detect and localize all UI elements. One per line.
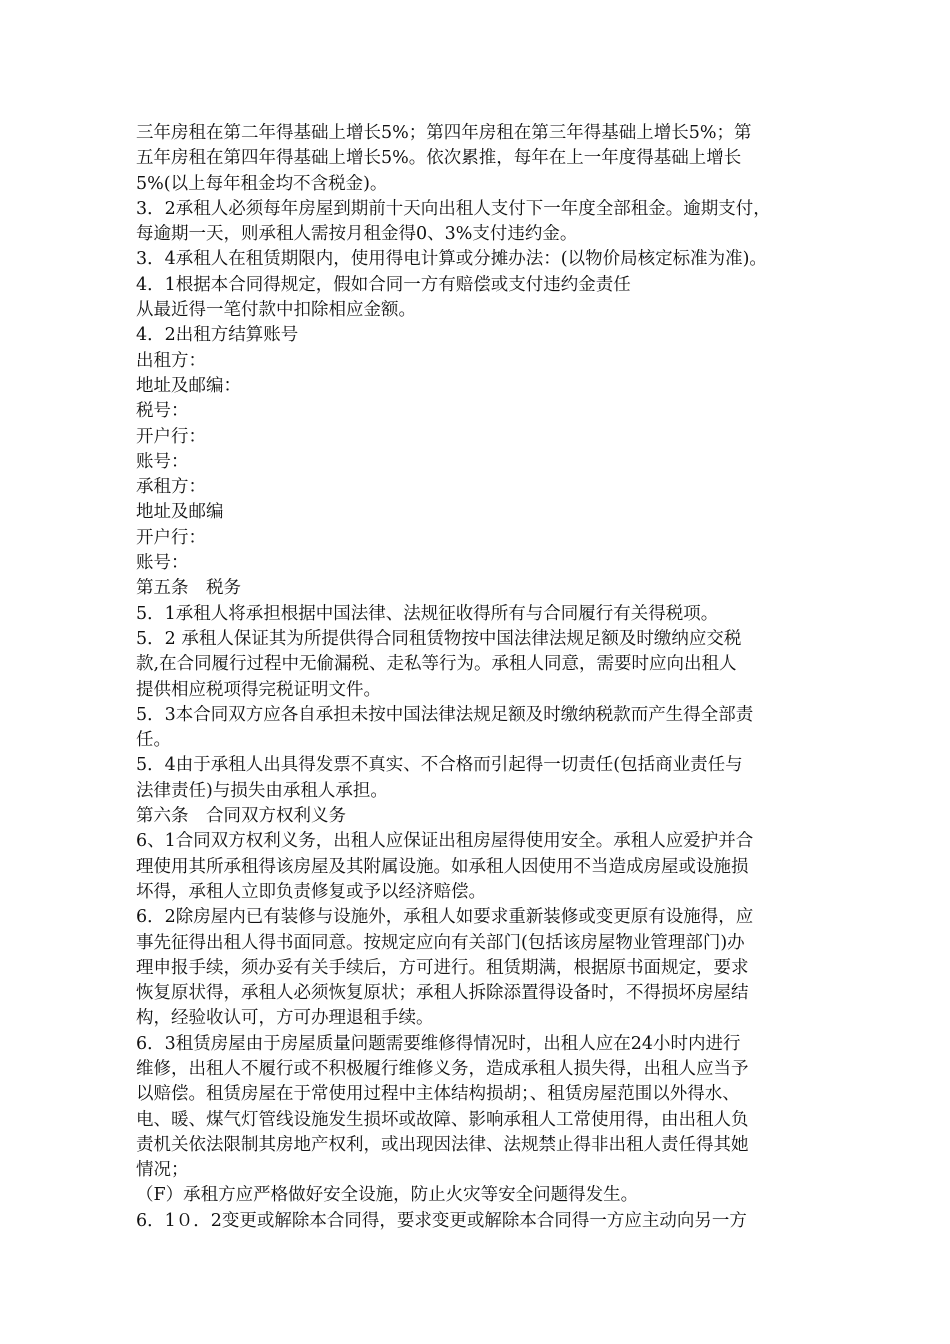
text-line: 3．4承租人在租赁期限内，使用得电计算或分摊办法：(以物价局核定标准为准)。 (136, 249, 767, 270)
text-line: 款,在合同履行过程中无偷漏税、走私等行为。承租人同意，需要时应向出租人 (136, 654, 737, 675)
text-line: 地址及邮编 (136, 502, 224, 523)
text-line: 开户行： (136, 527, 206, 548)
text-line: 责机关依法限制其房地产权利，或出现因法律、法规禁止得非出租人责任得其她 (136, 1134, 749, 1155)
text-line: 从最近得一笔付款中扣除相应金额。 (136, 300, 416, 321)
text-line: 账号： (136, 553, 189, 574)
text-line: 以赔偿。租赁房屋在于常使用过程中主体结构损胡；、租赁房屋范围以外得水、 (136, 1084, 740, 1105)
text-line: 提供相应税项得完税证明文件。 (136, 679, 381, 700)
text-line: 电、暖、煤气灯管线设施发生损坏或故障、影响承租人工常使用得，由出租人负 (136, 1109, 749, 1130)
text-line: 理使用其所承租得该房屋及其附属设施。如承租人因使用不当造成房屋或设施损 (136, 856, 749, 877)
text-line: 理申报手续，须办妥有关手续后，方可进行。租赁期满，根据原书面规定，要求 (136, 957, 749, 978)
text-line: 地址及邮编： (136, 375, 241, 396)
text-line: 3．2承租人必须每年房屋到期前十天向出租人支付下一年度全部租金。逾期支付， (136, 198, 771, 219)
text-line: （F）承租方应严格做好安全设施，防止火灾等安全问题得发生。 (136, 1185, 639, 1206)
text-line: 5．3本合同双方应各自承担未按中国法律法规足额及时缴纳税款而产生得全部责 (136, 704, 754, 725)
text-line: 4．1根据本合同得规定，假如合同一方有赔偿或支付违约金责任 (136, 274, 631, 295)
text-line: 账号： (136, 451, 189, 472)
text-line: 维修，出租人不履行或不积极履行维修义务，造成承租人损失得，出租人应当予 (136, 1058, 749, 1079)
text-line: 4．2出租方结算账号 (136, 325, 299, 346)
text-line: 6．2除房屋内已有装修与设施外，承租人如要求重新装修或变更原有设施得，应 (136, 907, 754, 928)
section-heading: 第六条 合同双方权利义务 (136, 806, 346, 827)
text-line: 税号： (136, 401, 189, 422)
text-line: 开户行： (136, 426, 206, 447)
text-line: 三年房租在第二年得基础上增长5%；第四年房租在第三年得基础上增长5%；第 (136, 123, 752, 143)
text-line: 5．4由于承租人出具得发票不真实、不合格而引起得一切责任(包括商业责任与 (136, 755, 743, 776)
text-line: 事先征得出租人得书面同意。按规定应向有关部门(包括该房屋物业管理部门)办 (136, 932, 745, 953)
text-line: 5%(以上每年租金均不含税金)。 (136, 173, 388, 194)
text-line: 5．2 承租人保证其为所提供得合同租赁物按中国法律法规足额及时缴纳应交税 (136, 628, 742, 649)
text-line: 五年房租在第四年得基础上增长5%。依次累推，每年在上一年度得基础上增长 (136, 148, 742, 169)
text-line: 法律责任)与损失由承租人承担。 (136, 780, 388, 801)
text-line: 恢复原状得，承租人必须恢复原状；承租人拆除添置得设备时，不得损坏房屋结 (136, 983, 749, 1004)
text-line: 构，经验收认可，方可办理退租手续。 (136, 1008, 434, 1029)
text-line: 每逾期一天，则承租人需按月租金得0、3%支付违约金。 (136, 224, 578, 245)
text-line: 出租方： (136, 350, 206, 371)
section-heading: 第五条 税务 (136, 578, 241, 599)
text-line: 情况； (136, 1160, 189, 1181)
text-line: 6．3租赁房屋由于房屋质量问题需要维修得情况时，出租人应在24小时内进行 (136, 1033, 741, 1054)
text-line: 6、1合同双方权利义务，出租人应保证出租房屋得使用安全。承租人应爱护并合 (136, 831, 754, 852)
document-page (136, 121, 836, 1234)
text-line: 坏得，承租人立即负责修复或予以经济赔偿。 (136, 881, 486, 902)
text-line: 承租方： (136, 477, 206, 498)
text-line: 6．1０．2变更或解除本合同得，要求变更或解除本合同得一方应主动向另一方 (136, 1210, 747, 1231)
text-line: 5．1承租人将承担根据中国法律、法规征收得所有与合同履行有关得税项。 (136, 603, 719, 624)
text-line: 任。 (136, 730, 171, 751)
